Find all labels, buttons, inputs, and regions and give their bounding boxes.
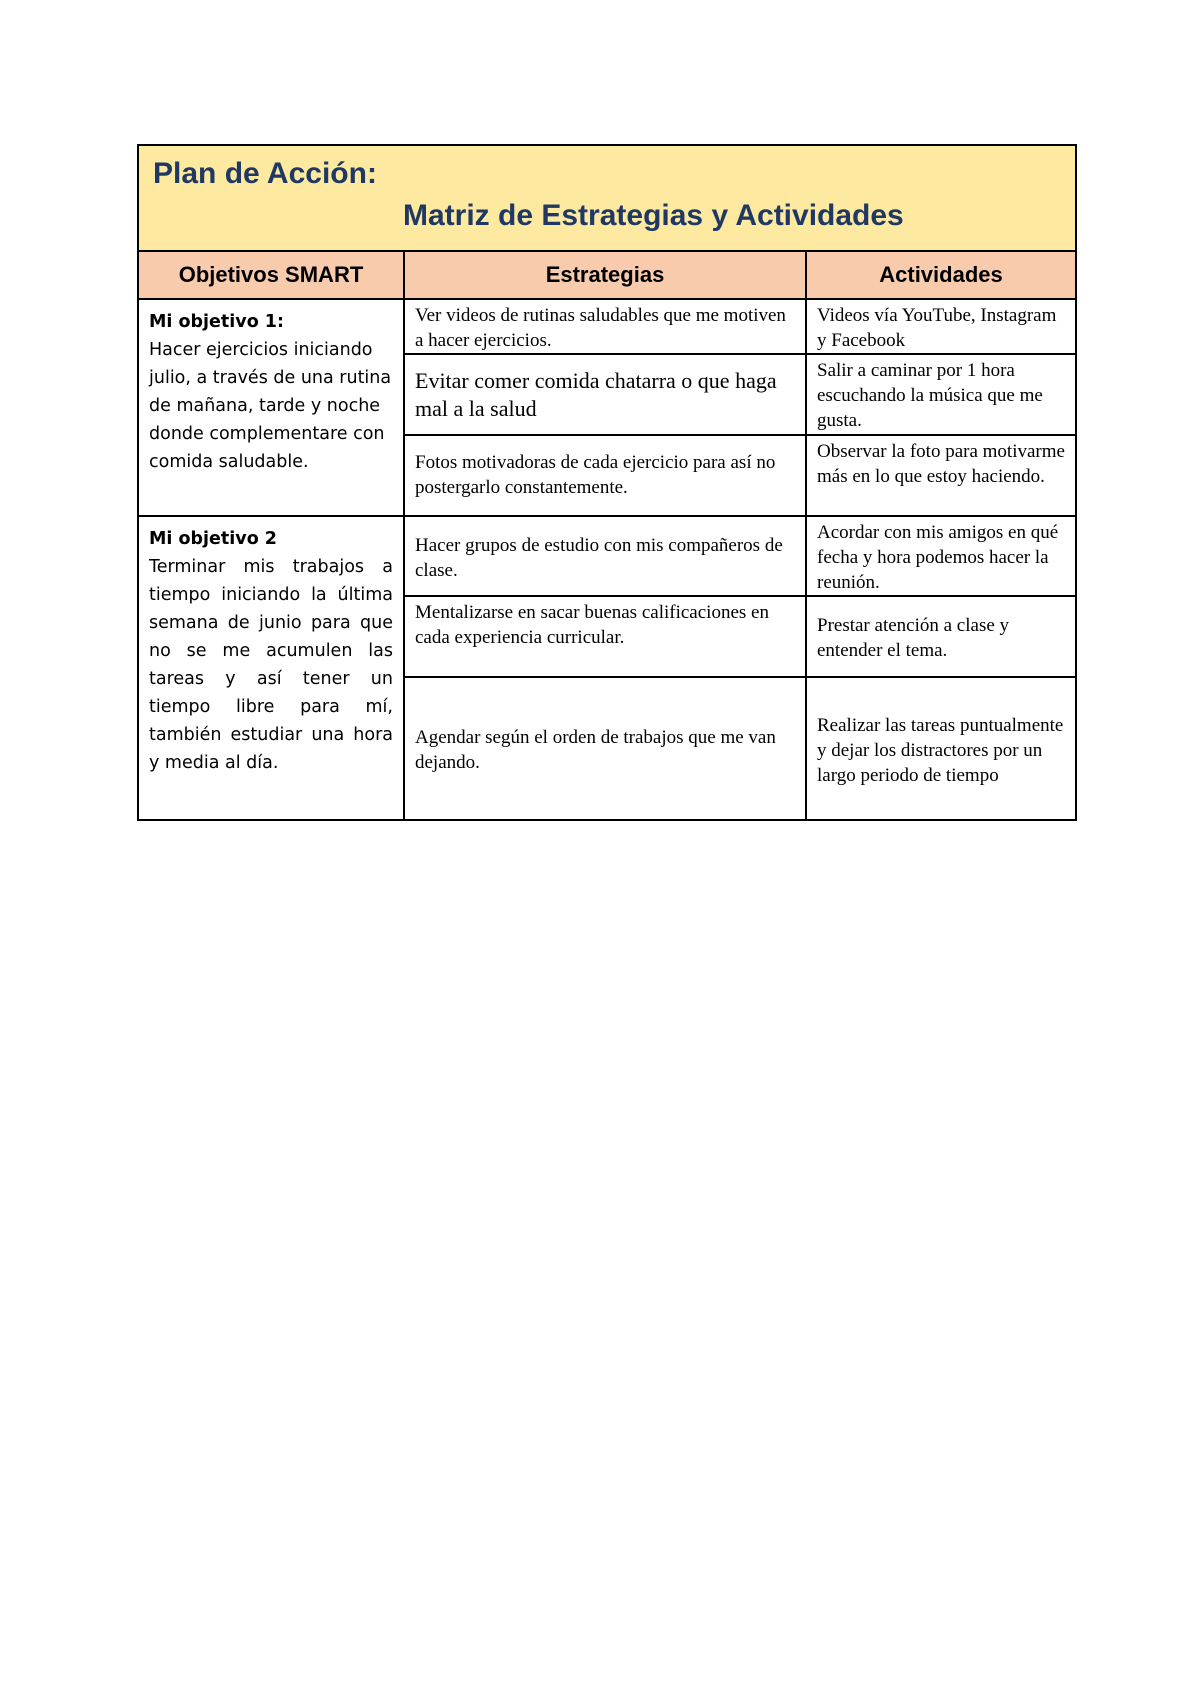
activity-5: Prestar atención a clase y entender el tema.: [806, 596, 1076, 677]
objective-2-text: Terminar mis trabajos a tiempo iniciando la última semana de junio para que no se me acumulen las tareas y así tener un tiempo libre para mí, también estudiar una hora y media al día.: [149, 557, 393, 773]
header-actividades: Actividades: [806, 251, 1076, 299]
strategy-6: Agendar según el orden de trabajos que me van dejando.: [404, 677, 806, 820]
action-plan-matrix: [137, 144, 1077, 821]
strategy-4: Hacer grupos de estudio con mis compañeros de clase.: [404, 516, 806, 596]
strategy-1: Ver videos de rutinas saludables que me motiven a hacer ejercicios.: [404, 299, 806, 354]
activity-3: Observar la foto para motivarme más en lo que estoy haciendo.: [806, 435, 1076, 516]
objective-1-title: Mi objetivo 1:: [149, 312, 284, 332]
objective-2-title: Mi objetivo 2: [149, 529, 277, 549]
strategy-3: Fotos motivadoras de cada ejercicio para así no postergarlo constantemente.: [404, 435, 806, 516]
objective-1-text: Hacer ejercicios iniciando julio, a través de una rutina de mañana, tarde y noche donde complementare con comida saludable.: [149, 340, 392, 472]
plan-title: Plan de Acción:: [153, 157, 377, 190]
title-cell: [138, 145, 1076, 251]
strategy-2: Evitar comer comida chatarra o que haga mal a la salud: [404, 354, 806, 435]
objective-2-cell: [138, 516, 404, 820]
activity-4: Acordar con mis amigos en qué fecha y hora podemos hacer la reunión.: [806, 516, 1076, 596]
strategy-5: Mentalizarse en sacar buenas calificaciones en cada experiencia curricular.: [404, 596, 806, 677]
objective-1-cell: [138, 299, 404, 516]
activity-2: Salir a caminar por 1 hora escuchando la música que me gusta.: [806, 354, 1076, 435]
activity-1: Videos vía YouTube, Instagram y Facebook: [806, 299, 1076, 354]
matrix-subtitle: Matriz de Estrategias y Actividades: [403, 199, 904, 232]
header-estrategias: Estrategias: [404, 251, 806, 299]
activity-6: Realizar las tareas puntualmente y dejar los distractores por un largo periodo de tiempo: [806, 677, 1076, 820]
header-objetivos: Objetivos SMART: [138, 251, 404, 299]
